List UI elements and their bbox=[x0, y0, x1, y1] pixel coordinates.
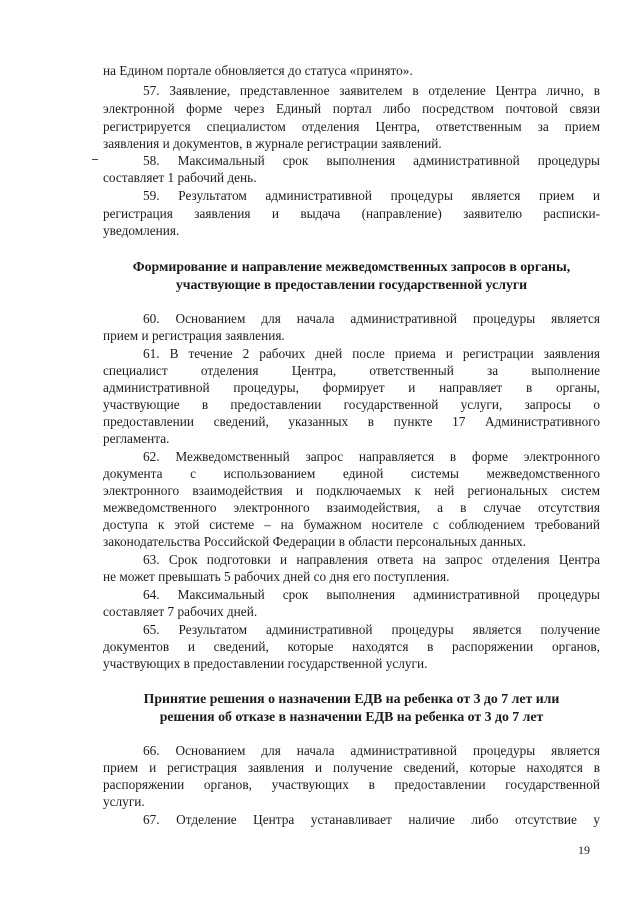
paragraph-66-line: услуги. bbox=[103, 794, 145, 809]
paragraph-59-line: регистрация заявления и выдача (направление) заявителю расписки- bbox=[103, 206, 600, 221]
paragraph-62-line: 62. Межведомственный запрос направляется в форме электронного bbox=[143, 449, 600, 464]
paragraph-59-line: 59. Результатом административной процедуры является прием и bbox=[143, 188, 600, 203]
section-heading-line: Принятие решения о назначении ЕДВ на ребенка от 3 до 7 лет или bbox=[143, 691, 560, 706]
paragraph-58-line: 58. Максимальный срок выполнения административной процедуры bbox=[143, 153, 600, 168]
paragraph-62-line: документа с использованием единой системы межведомственного bbox=[103, 466, 600, 481]
paragraph-62-line: доступа к этой системе – на бумажном носителе с соблюдением требований bbox=[103, 517, 600, 532]
paragraph-63-line: не может превышать 5 рабочих дней со дня его поступления. bbox=[103, 569, 450, 584]
paragraph-61-line: административной процедуры, формирует и направляет в органы, bbox=[103, 380, 600, 395]
paragraph-57-line: электронной форме через Единый портал либо посредством почтовой связи bbox=[103, 101, 600, 116]
paragraph-60-line: 60. Основанием для начала административной процедуры является bbox=[143, 311, 600, 326]
paragraph-57-line: заявления и документов, в журнале регистрации заявлений. bbox=[103, 136, 442, 151]
paragraph-62-line: электронного взаимодействия и подключаемых к ней региональных систем bbox=[103, 483, 600, 498]
paragraph-65-line: документов и сведений, которые находятся в распоряжении органов, bbox=[103, 639, 600, 654]
paragraph-66-line: распоряжении органов, участвующих в предоставлении государственной bbox=[103, 777, 600, 792]
page-number: 19 bbox=[578, 843, 590, 857]
section-heading-line: решения об отказе в назначении ЕДВ на ребенка от 3 до 7 лет bbox=[159, 709, 544, 724]
text-line: на Едином портале обновляется до статуса «принято». bbox=[103, 63, 413, 78]
paragraph-57-line: 57. Заявление, представленное заявителем в отделение Центра лично, в bbox=[143, 83, 600, 98]
paragraph-66-line: прием и регистрация заявления и получение сведений, которые находятся в bbox=[103, 760, 600, 775]
paragraph-60-line: прием и регистрация заявления. bbox=[103, 328, 285, 343]
paragraph-58-line: составляет 1 рабочий день. bbox=[103, 170, 257, 185]
paragraph-66-line: 66. Основанием для начала административной процедуры является bbox=[143, 743, 600, 758]
section-heading-line: Формирование и направление межведомственных запросов в органы, bbox=[132, 259, 571, 274]
paragraph-59-line: уведомления. bbox=[103, 223, 180, 238]
paragraph-62-line: межведомственного электронного взаимодействия, а в случае отсутствия bbox=[103, 500, 600, 515]
paragraph-64-line: составляет 7 рабочих дней. bbox=[103, 604, 258, 619]
paragraph-65-line: участвующих в предоставлении государственной услуги. bbox=[103, 656, 428, 671]
paragraph-65-line: 65. Результатом административной процедуры является получение bbox=[143, 622, 600, 637]
paragraph-63-line: 63. Срок подготовки и направления ответа на запрос отделения Центра bbox=[143, 552, 600, 567]
section-heading-line: участвующие в предоставлении государственной услуги bbox=[175, 277, 528, 292]
paragraph-61-line: специалист отделения Центра, ответственный за выполнение bbox=[103, 363, 600, 378]
paragraph-57-line: регистрируется специалистом отделения Центра, ответственным за прием bbox=[103, 119, 600, 134]
paragraph-61-line: участвующие в предоставлении государственной услуги, запросы о bbox=[103, 397, 600, 412]
paragraph-64-line: 64. Максимальный срок выполнения административной процедуры bbox=[143, 587, 600, 602]
paragraph-62-line: законодательства Российской Федерации в области персональных данных. bbox=[103, 534, 526, 549]
paragraph-61-line: предоставлении сведений, указанных в пункте 17 Административного bbox=[103, 414, 600, 429]
margin-mark bbox=[92, 159, 98, 160]
paragraph-61-line: регламента. bbox=[103, 431, 170, 446]
paragraph-61-line: 61. В течение 2 рабочих дней после приема и регистрации заявления bbox=[143, 346, 600, 361]
paragraph-67-line: 67. Отделение Центра устанавливает наличие либо отсутствие у bbox=[143, 812, 600, 827]
